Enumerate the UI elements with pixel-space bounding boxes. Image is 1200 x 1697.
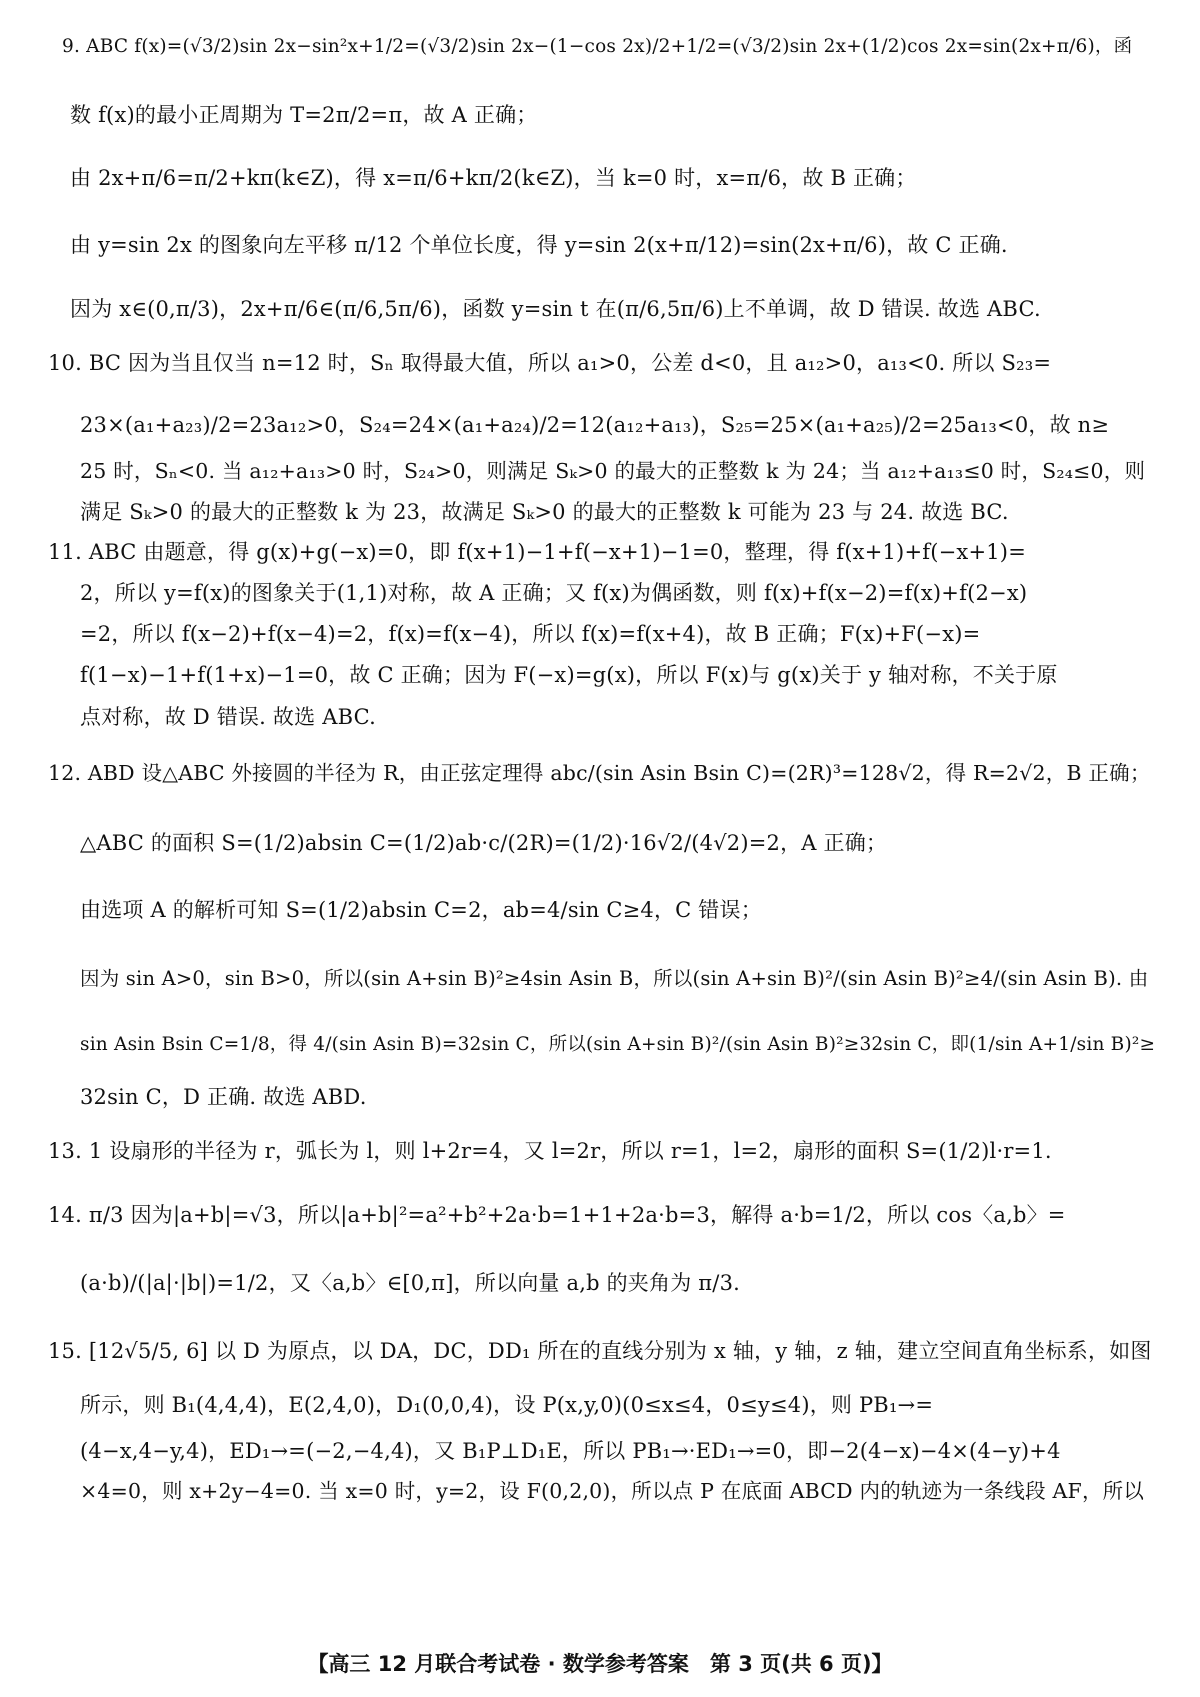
text-line: 2，所以 y=f(x)的图象关于(1,1)对称，故 A 正确；又 f(x)为偶函数，则 f(x)+f(x−2)=f(x)+f(2−x) [80, 581, 1028, 605]
text-line: 14. π/3 因为|a+b|=√3，所以|a+b|²=a²+b²+2a·b=1+1+2a·b=3，解得 a·b=1/2，所以 cos〈a,b〉= [48, 1203, 1066, 1227]
text-line: 12. ABD 设△ABC 外接圆的半径为 R，由正弦定理得 abc/(sin Asin Bsin C)=(2R)³=128√2，得 R=2√2，B 正确； [48, 761, 1151, 785]
text-line: 由选项 A 的解析可知 S=(1/2)absin C=2，ab=4/sin C≥4，C 错误； [80, 898, 762, 922]
text-line: (a·b)/(|a|·|b|)=1/2，又〈a,b〉∈[0,π]，所以向量 a,b 的夹角为 π/3. [80, 1271, 740, 1295]
text-line: 10. BC 因为当且仅当 n=12 时，Sₙ 取得最大值，所以 a₁>0，公差 d<0，且 a₁₂>0，a₁₃<0. 所以 S₂₃= [48, 351, 1052, 375]
text-line: 15. [12√5/5, 6] 以 D 为原点，以 DA，DC，DD₁ 所在的直线分别为 x 轴，y 轴，z 轴，建立空间直角坐标系，如图 [48, 1339, 1152, 1363]
text-line: 9. ABC f(x)=(√3/2)sin 2x−sin²x+1/2=(√3/2)sin 2x−(1−cos 2x)/2+1/2=(√3/2)sin 2x+(1/2)cos 2x=sin(2x+π/6)，函 [62, 36, 1133, 57]
text-line: △ABC 的面积 S=(1/2)absin C=(1/2)ab·c/(2R)=(1/2)·16√2/(4√2)=2，A 正确； [80, 831, 888, 855]
text-line: 13. 1 设扇形的半径为 r，弧长为 l，则 l+2r=4，又 l=2r，所以 r=1，l=2，扇形的面积 S=(1/2)l·r=1. [48, 1139, 1052, 1163]
page-footer: 【高三 12 月联合考试卷 · 数学参考答案 第 3 页(共 6 页)】 [307, 1652, 893, 1676]
text-line: ×4=0，则 x+2y−4=0. 当 x=0 时，y=2，设 F(0,2,0)，所以点 P 在底面 ABCD 内的轨迹为一条线段 AF，所以 [80, 1479, 1145, 1503]
text-line: 所示，则 B₁(4,4,4)，E(2,4,0)，D₁(0,0,4)，设 P(x,y,0)(0≤x≤4，0≤y≤4)，则 PB₁→= [80, 1393, 934, 1417]
text-line: (4−x,4−y,4)，ED₁→=(−2,−4,4)，又 B₁P⊥D₁E，所以 PB₁→·ED₁→=0，即−2(4−x)−4×(4−y)+4 [80, 1439, 1061, 1463]
text-line: 数 f(x)的最小正周期为 T=2π/2=π，故 A 正确； [70, 103, 538, 127]
text-line: 由 y=sin 2x 的图象向左平移 π/12 个单位长度，得 y=sin 2(x+π/12)=sin(2x+π/6)，故 C 正确. [70, 233, 1008, 257]
text-line: 23×(a₁+a₂₃)/2=23a₁₂>0，S₂₄=24×(a₁+a₂₄)/2=12(a₁₂+a₁₃)，S₂₅=25×(a₁+a₂₅)/2=25a₁₃<0，故 n≥ [80, 413, 1110, 437]
text-line: 因为 x∈(0,π/3)，2x+π/6∈(π/6,5π/6)，函数 y=sin t 在(π/6,5π/6)上不单调，故 D 错误. 故选 ABC. [70, 297, 1041, 321]
text-line: sin Asin Bsin C=1/8，得 4/(sin Asin B)=32sin C，所以(sin A+sin B)²/(sin Asin B)²≥32sin C，即(1/sin A+1/sin B)²≥ [80, 1034, 1156, 1055]
text-line: 满足 Sₖ>0 的最大的正整数 k 为 23，故满足 Sₖ>0 的最大的正整数 k 可能为 23 与 24. 故选 BC. [80, 500, 1009, 524]
text-line: 因为 sin A>0，sin B>0，所以(sin A+sin B)²≥4sin Asin B，所以(sin A+sin B)²/(sin Asin B)²≥4/(sin Asin B). 由 [80, 967, 1149, 990]
text-line: 25 时，Sₙ<0. 当 a₁₂+a₁₃>0 时，S₂₄>0，则满足 Sₖ>0 的最大的正整数 k 为 24；当 a₁₂+a₁₃≤0 时，S₂₄≤0，则 [80, 459, 1146, 483]
text-line: 11. ABC 由题意，得 g(x)+g(−x)=0，即 f(x+1)−1+f(−x+1)−1=0，整理，得 f(x+1)+f(−x+1)= [48, 540, 1026, 564]
text-line: 由 2x+π/6=π/2+kπ(k∈Z)，得 x=π/6+kπ/2(k∈Z)，当 k=0 时，x=π/6，故 B 正确； [70, 166, 917, 190]
text-line: 32sin C，D 正确. 故选 ABD. [80, 1085, 367, 1109]
text-line: 点对称，故 D 错误. 故选 ABC. [80, 705, 376, 729]
text-line: f(1−x)−1+f(1+x)−1=0，故 C 正确；因为 F(−x)=g(x)，所以 F(x)与 g(x)关于 y 轴对称，不关于原 [80, 663, 1058, 687]
text-line: =2，所以 f(x−2)+f(x−4)=2，f(x)=f(x−4)，所以 f(x)=f(x+4)，故 B 正确；F(x)+F(−x)= [80, 622, 981, 646]
